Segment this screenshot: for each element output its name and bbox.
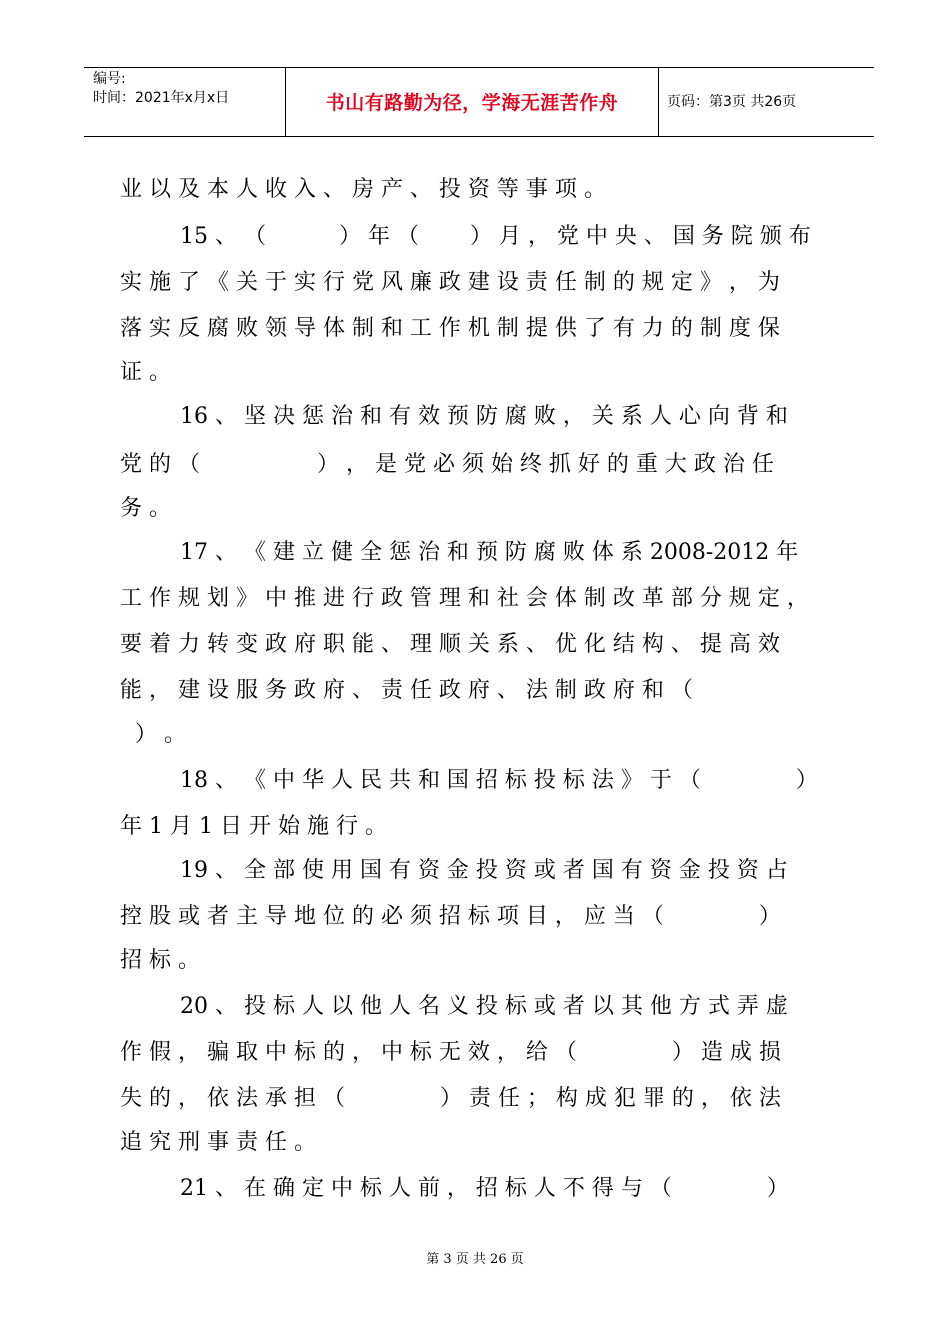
body-line: 工 作 规 划 》 中 推 进 行 政 管 理 和 社 会 体 制 改 革 部 分 规 定 ， <box>120 586 809 611</box>
body-line: 16 、 坚 决 惩 治 和 有 效 预 防 腐 败 ， 关 系 人 心 向 背 和 <box>180 404 788 429</box>
body-line: 15 、 （ ） 年 （ ） 月 ， 党 中 央 、 国 务 院 颁 布 <box>180 224 811 249</box>
body-line: 要 着 力 转 变 政 府 职 能 、 理 顺 关 系 、 优 化 结 构 、 提 高 效 <box>120 632 780 657</box>
body-line: 能 ， 建 设 服 务 政 府 、 责 任 政 府 、 法 制 政 府 和 （ <box>120 678 693 703</box>
body-line: 追 究 刑 事 责 任 。 <box>120 1130 316 1155</box>
header-meta <box>93 70 229 108</box>
document-number-label: 编号: <box>93 71 126 87</box>
body-line: 年 1 月 1 日 开 始 施 行 。 <box>120 814 387 839</box>
body-line: 作 假 ， 骗 取 中 标 的 ， 中 标 无 效 ， 给 （ ） 造 成 损 <box>120 1040 781 1065</box>
page-footer: 第 3 页 共 26 页 <box>426 1252 524 1267</box>
body-line: 党 的 （ ） ， 是 党 必 须 始 终 抓 好 的 重 大 政 治 任 <box>120 452 774 477</box>
header-divider-right <box>658 67 659 136</box>
body-line: 业 以 及 本 人 收 入 、 房 产 、 投 资 等 事 项 。 <box>120 177 606 202</box>
document-date-label: 时间：2021年x月x日 <box>93 90 230 106</box>
body-line: 落 实 反 腐 败 领 导 体 制 和 工 作 机 制 提 供 了 有 力 的 制 度 保 <box>120 316 780 341</box>
body-line: 18 、 《 中 华 人 民 共 和 国 招 标 投 标 法 》 于 （ ） <box>180 768 818 793</box>
body-line: 实 施 了 《 关 于 实 行 党 风 廉 政 建 设 责 任 制 的 规 定 》 ， 为 <box>120 270 780 295</box>
body-line: 务 。 <box>120 496 171 521</box>
body-line: 21 、 在 确 定 中 标 人 前 ， 招 标 人 不 得 与 （ ） <box>180 1176 789 1201</box>
body-line: 20 、 投 标 人 以 他 人 名 义 投 标 或 者 以 其 他 方 式 弄 虚 <box>180 994 788 1019</box>
body-line: 证 。 <box>120 360 171 385</box>
body-line: 控 股 或 者 主 导 地 位 的 必 须 招 标 项 目 ， 应 当 （ ） <box>120 904 781 929</box>
body-line: 17 、 《 建 立 健 全 惩 治 和 预 防 腐 败 体 系 2008-2012 年 <box>180 540 799 565</box>
body-line: 失 的 ， 依 法 承 担 （ ） 责 任 ； 构 成 犯 罪 的 ， 依 法 <box>120 1086 781 1111</box>
body-line: 招 标 。 <box>120 948 200 973</box>
header-page-number: 页码：第3页 共26页 <box>667 94 797 110</box>
body-line: 19 、 全 部 使 用 国 有 资 金 投 资 或 者 国 有 资 金 投 资 占 <box>180 858 788 883</box>
header-motto: 书山有路勤为径，学海无涯苦作舟 <box>325 91 619 114</box>
body-line: ） 。 <box>135 722 186 747</box>
